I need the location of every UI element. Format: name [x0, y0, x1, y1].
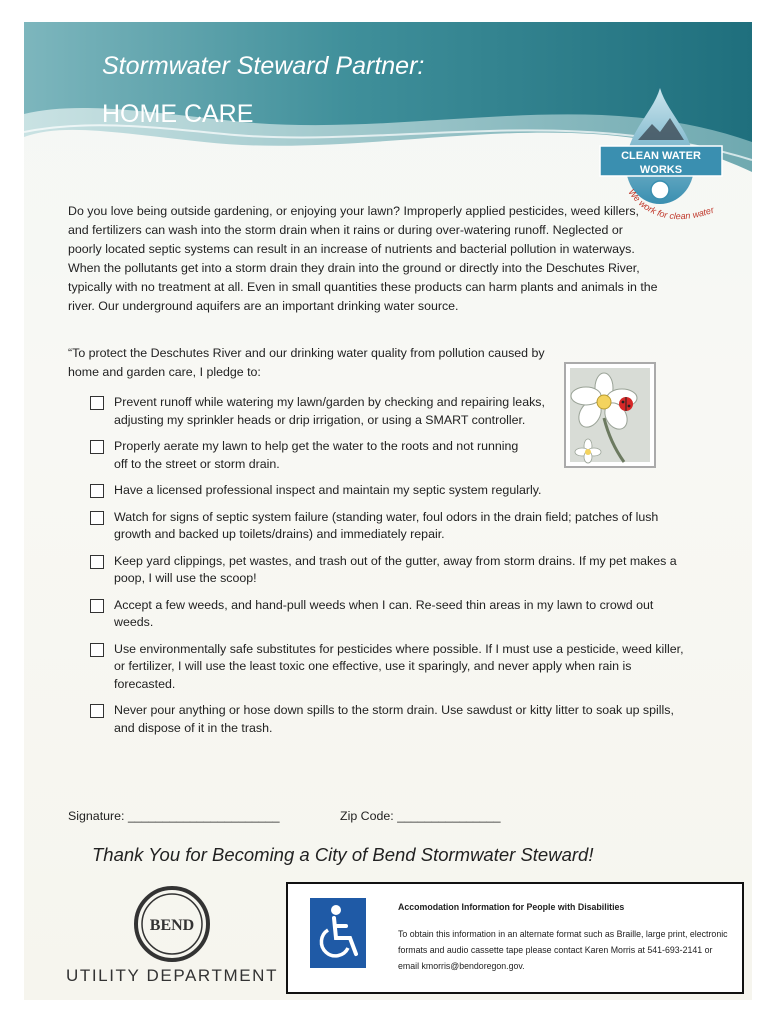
pledge-text: Keep yard clippings, pet wastes, and trash out of the gutter, away from storm drains. If my pet makes a poop, I will use the scoop! — [114, 553, 677, 585]
zip-code-field[interactable] — [340, 809, 501, 823]
pledge-checkbox[interactable] — [90, 704, 104, 718]
intro-paragraph: Do you love being outside gardening, or enjoying your lawn? Improperly applied pesticides, weed killers, and fertilizers can wash into the storm drain when it rains or during over-watering runoff. Neglected or poorly located septic systems can result in an increase of nutrients and bacterial pollution in waterways. When the pollutants get into a storm drain they drain into the ground or directly into the Deschutes River, typically with no treatment at all. Even in small quantities these products can harm plants and animals in the river. Our underground aquifers are an important drinking water source. — [68, 204, 658, 313]
pledge-checkbox[interactable] — [90, 643, 104, 657]
pledge-text: Accept a few weeds, and hand-pull weeds when I can. Re-seed thin areas in my lawn to crowd out weeds. — [114, 597, 654, 629]
pledge-item — [90, 597, 680, 632]
pledge-text: Prevent runoff while watering my lawn/garden by checking and repairing leaks, adjusting my sprinkler heads or drip irrigation, or using a SMART controller. — [114, 395, 545, 427]
wheelchair-icon — [310, 898, 366, 968]
pledge-item — [90, 553, 680, 588]
pledge-intro: “To protect the Deschutes River and our drinking water quality from pollution caused by home and garden care, I pledge to: — [68, 346, 545, 379]
logo-tagline: We work for clean water — [626, 187, 716, 222]
accommodation-title: Accomodation Information for People with Disabilities — [398, 902, 625, 912]
pledge-checkbox[interactable] — [90, 440, 104, 454]
zip-code-blank: _______________ — [397, 809, 501, 823]
accommodation-body: To obtain this information in an alternate format such as Braille, large print, electronic formats and audio cassette tape please contact Karen Morris at 541-693-2141 or email kmorris@bendoregon.gov. — [398, 929, 728, 971]
utility-department-label: UTILITY DEPARTMENT — [66, 966, 279, 985]
pledge-checkbox[interactable] — [90, 484, 104, 498]
pledge-item — [90, 482, 680, 500]
logo-line1: CLEAN WATER — [621, 150, 701, 162]
pledge-list — [90, 394, 684, 737]
bend-seal-logo — [132, 884, 212, 964]
pledge-text: Use environmentally safe substitutes for pesticides where possible. If I must use a pesticide, weed killer, or fertilizer, I will use the least toxic one effective, use it sparingly, and never apply when rain is forecasted. — [114, 641, 684, 691]
pledge-text: Never pour anything or hose down spills to the storm drain. Use sawdust or kitty litter to soak up spills, and dispose of it in the trash. — [114, 703, 674, 735]
document-page — [24, 22, 752, 1000]
signature-field[interactable] — [68, 809, 280, 823]
pledge-text: Properly aerate my lawn to help get the water to the roots and not running off to the street or storm drain. — [114, 439, 519, 471]
pledge-checkbox[interactable] — [90, 396, 104, 410]
pledge-item — [90, 702, 680, 737]
logo-line2: WORKS — [639, 164, 683, 176]
pledge-checkbox[interactable] — [90, 555, 104, 569]
accommodation-box — [286, 882, 744, 994]
thank-you-message: Thank You for Becoming a City of Bend Stormwater Steward! — [92, 844, 594, 865]
signature-label: Signature: — [68, 809, 125, 823]
pledge-item — [90, 394, 554, 429]
pledge-checkbox[interactable] — [90, 599, 104, 613]
pledge-text: Watch for signs of septic system failure (standing water, foul odors in the drain field; patches of lush growth and backed up toilets/drains) and immediately repair. — [114, 509, 659, 541]
seal-text: BEND — [149, 917, 195, 934]
page-subtitle: HOME CARE — [102, 100, 254, 128]
pledge-text: Have a licensed professional inspect and maintain my septic system regularly. — [114, 483, 542, 497]
pledge-item — [90, 438, 534, 473]
pledge-item — [90, 509, 680, 544]
pledge-checkbox[interactable] — [90, 511, 104, 525]
page-title: Stormwater Steward Partner: — [102, 52, 425, 80]
zip-code-label: Zip Code: — [340, 809, 394, 823]
signature-blank: ______________________ — [127, 809, 280, 823]
pledge-item — [90, 641, 684, 694]
